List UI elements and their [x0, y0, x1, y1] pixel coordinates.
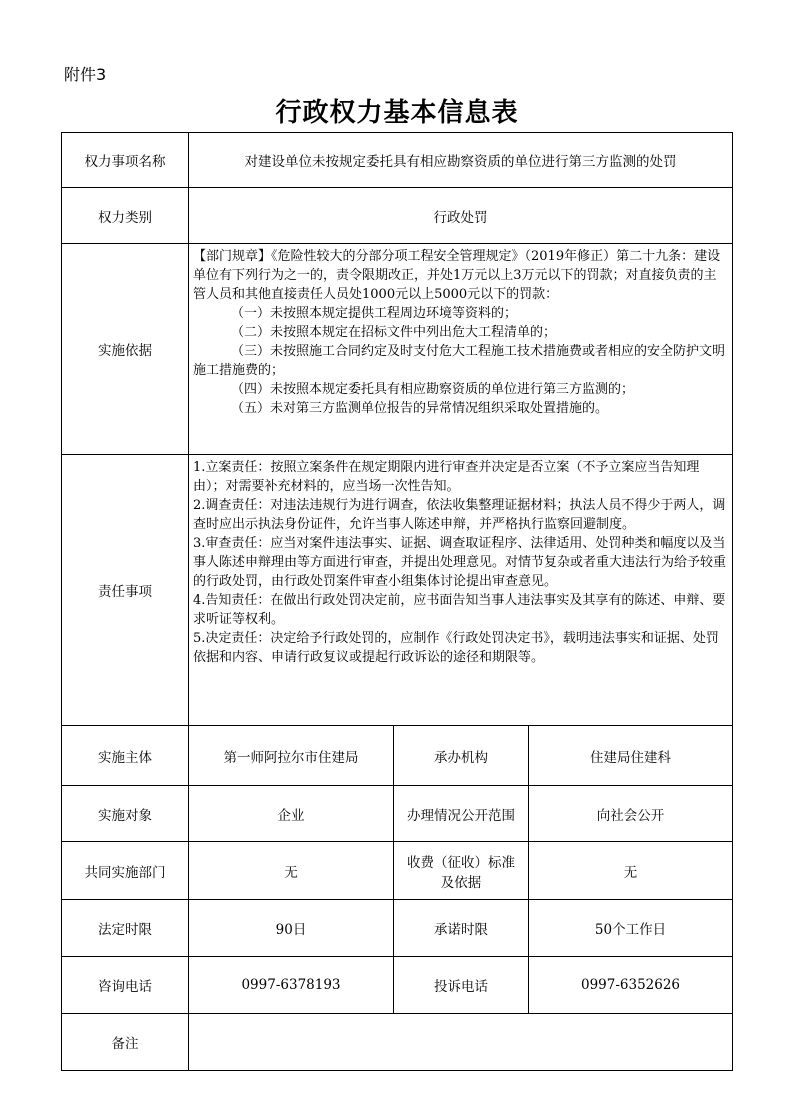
consult-phone-value: 0997-6378193 [189, 957, 394, 1014]
agency-value: 住建局住建科 [529, 726, 733, 786]
row-name [62, 133, 733, 188]
disclosure-label: 办理情况公开范围 [394, 786, 529, 842]
page-title: 行政权力基本信息表 [275, 98, 519, 128]
remark-value [189, 1014, 733, 1071]
promised-deadline-value: 50个工作日 [529, 900, 733, 957]
row-joint [62, 842, 733, 900]
basis-item: （四）未按照本规定委托具有相应勘察资质的单位进行第三方监测的； [231, 382, 635, 397]
category-value: 行政处罚 [189, 188, 733, 244]
disclosure-value: 向社会公开 [529, 786, 733, 842]
responsibility-label: 责任事项 [62, 455, 189, 726]
responsibility-content [189, 455, 733, 726]
row-basis [62, 244, 733, 455]
info-table [61, 132, 733, 1071]
basis-content [189, 244, 733, 455]
responsibility-item: 3.审查责任：应当对案件违法事实、证据、调查取证程序、法律适用、处罚种类和幅度以及当事人陈述申辩理由等方面进行审查，并提出处理意见。对情节复杂或者重大违法行为给予较重的行政处罚，由行政处罚案件审查小组集体讨论提出审查意见。 [193, 536, 727, 589]
responsibility-item: 1.立案责任：按照立案条件在规定期限内进行审查并决定是否立案（不予立案应当告知理由）；对需要补充材料的，应当场一次性告知。 [193, 460, 700, 494]
fee-value: 无 [529, 842, 733, 900]
responsibility-item: 4.告知责任：在做出行政处罚决定前，应书面告知当事人违法事实及其享有的陈述、申辩、要求听证等权利。 [193, 593, 726, 627]
joint-label: 共同实施部门 [62, 842, 189, 900]
basis-item: （二）未按照本规定在招标文件中列出危大工程清单的； [231, 325, 557, 340]
row-deadline [62, 900, 733, 957]
legal-deadline-label: 法定时限 [62, 900, 189, 957]
remark-label: 备注 [62, 1014, 189, 1071]
attachment-label: 附件3 [64, 65, 107, 84]
agency-label: 承办机构 [394, 726, 529, 786]
name-value: 对建设单位未按规定委托具有相应勘察资质的单位进行第三方监测的处罚 [189, 133, 733, 188]
promised-deadline-label: 承诺时限 [394, 900, 529, 957]
basis-item: （五）未对第三方监测单位报告的异常情况组织采取处置措施的。 [231, 401, 609, 416]
subject-value: 第一师阿拉尔市住建局 [189, 726, 394, 786]
basis-item: （一）未按照本规定提供工程周边环境等资料的； [231, 306, 518, 321]
complaint-phone-value: 0997-6352626 [529, 957, 733, 1014]
responsibility-item: 5.决定责任：决定给予行政处罚的，应制作《行政处罚决定书》，载明违法事实和证据、处罚依据和内容、申请行政复议或提起行政诉讼的途径和期限等。 [193, 631, 719, 665]
row-responsibility [62, 455, 733, 726]
category-label: 权力类别 [62, 188, 189, 244]
joint-value: 无 [189, 842, 394, 900]
subject-label: 实施主体 [62, 726, 189, 786]
row-remark [62, 1014, 733, 1071]
fee-label: 收费（征收）标准及依据 [394, 842, 529, 900]
target-label: 实施对象 [62, 786, 189, 842]
target-value: 企业 [189, 786, 394, 842]
basis-intro: 【部门规章】《危险性较大的分部分项工程安全管理规定》（2019年修正）第二十九条：建设单位有下列行为之一的，责令限期改正，并处1万元以上3万元以下的罚款；对直接负责的主管人员和其他直接责任人员处1000元以上5000元以下的罚款： [193, 249, 721, 302]
consult-phone-label: 咨询电话 [62, 957, 189, 1014]
name-label: 权力事项名称 [62, 133, 189, 188]
legal-deadline-value: 90日 [189, 900, 394, 957]
row-phone [62, 957, 733, 1014]
row-subject [62, 726, 733, 786]
responsibility-item: 2.调查责任：对违法违规行为进行调查，依法收集整理证据材料；执法人员不得少于两人，调查时应出示执法身份证件，允许当事人陈述申辩，并严格执行监察回避制度。 [193, 498, 726, 532]
row-category [62, 188, 733, 244]
basis-label: 实施依据 [62, 244, 189, 455]
row-target [62, 786, 733, 842]
basis-item: （三）未按照施工合同约定及时支付危大工程施工技术措施费或者相应的安全防护文明施工措施费的； [193, 344, 726, 378]
complaint-phone-label: 投诉电话 [394, 957, 529, 1014]
